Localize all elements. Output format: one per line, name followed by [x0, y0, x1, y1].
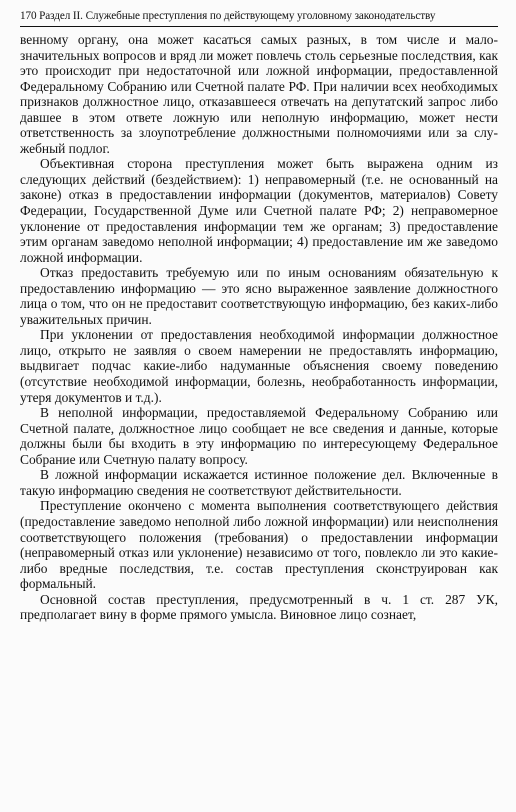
- header-rule: [20, 26, 498, 27]
- paragraph-objective-side: Объективная сторона преступления может быть выражена одним из следующих действий (бездействием): 1) неправомерный (т.е. не основанный на законе) отказ в предоставлении информации (документов, материалов) Совету Федерации, Государственной Думе или Счетной палате РФ; 2) неправомерное уклонение от предоставления информации тем же органам; 3) предоставление этим органам заведомо неполной информации; 4) предоставление им же заведомо ложной информации.: [20, 156, 498, 265]
- paragraph-incomplete-info: В неполной информации, предоставляемой Федеральному Собранию или Счетной палате, должностное лицо сообщает не все сведения и данные, которые должны были бы входить в эту информацию по интересующему Федеральное Собрание или Счетную палату вопросу.: [20, 405, 498, 467]
- paragraph-evasion: При уклонении от предоставления необходимой информации должностное лицо, открыто не заявляя о своем намерении не предоставлять информацию, выдвигает подчас какие-либо надуманные объяснения своему поведению (отсутствие необходимой информации, болезнь, необработанность информации, утеря документов и т.д.).: [20, 327, 498, 405]
- paragraph-refusal: Отказ предоставить требуемую или по иным основаниям обязательную к предоставлению информацию — это ясно выраженное заявление должностного лица о том, что он не предоставит соответствующую информацию, без каких-либо уважительных причин.: [20, 265, 498, 327]
- running-head: 170 Раздел II. Служебные преступления по действующему уголовному законодательству: [20, 10, 436, 22]
- paragraph-main-composition: Основной состав преступления, предусмотренный в ч. 1 ст. 287 УК, предполагает вину в форме прямого умысла. Виновное лицо сознает,: [20, 591, 498, 623]
- body-text: [20, 32, 498, 623]
- paragraph-completion: Преступление окончено с момента выполнения соответствующего действия (предоставление заведомо неполной либо ложной информации) или неисполнения соответствующего положения (требования) о предоставлении информации (неправомерный отказ или уклонение) независимо от того, повлекло ли это какие-либо вредные последствия, т.е. состав преступления сконструирован как формальный.: [20, 498, 498, 592]
- paragraph-continued: венному органу, она может касаться самых разных, в том числе и малозначительных вопросов и вряд ли может повлечь столь серьезные последствия, как это происходит при недостаточной или ложной информации, предоставленной Федеральному Собранию или Счетной палате РФ. При наличии всех необходимых признаков должностное лицо, отказавшееся отвечать на депутатский запрос либо давшее в этом ответе ложную или неполную информацию, может нести ответственность за злоупотребление должностными полномочиями или за служебный подлог.: [20, 32, 498, 156]
- paragraph-false-info: В ложной информации искажается истинное положение дел. Включенные в такую информацию сведения не соответствуют действительности.: [20, 467, 498, 498]
